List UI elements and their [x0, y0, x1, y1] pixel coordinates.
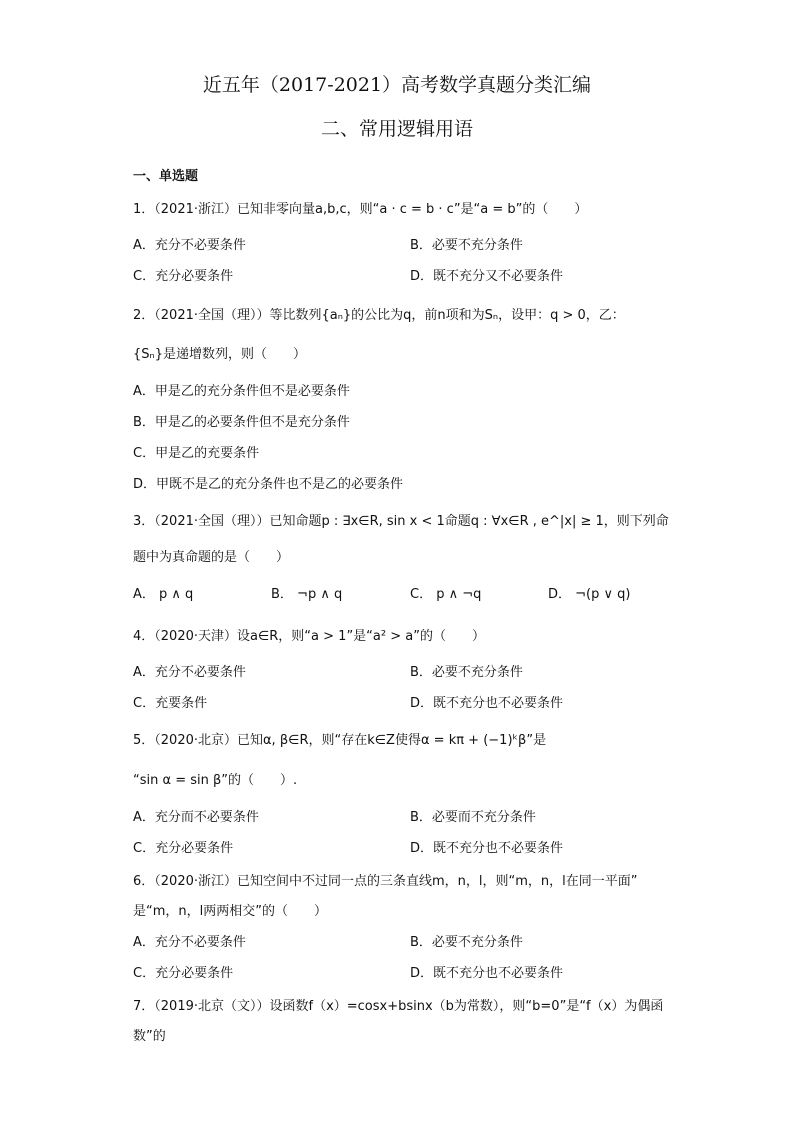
question-5-stem-line-2: “sin α = sin β”的（ ）. — [133, 773, 298, 788]
question-2-option-d: D．甲既不是乙的充分条件也不是乙的必要条件 — [133, 477, 404, 492]
question-4-option-d: D．既不充分也不必要条件 — [410, 696, 564, 711]
section-heading: 一、单选题 — [133, 169, 199, 184]
question-5-option-c: C．充分必要条件 — [133, 841, 234, 856]
question-2-stem-line-2: {Sₙ}是递增数列，则（ ） — [133, 347, 306, 362]
document-title: 近五年（2017-2021）高考数学真题分类汇编 — [202, 74, 592, 96]
question-6-option-c: C．充分必要条件 — [133, 966, 234, 981]
question-6-stem-line-2: 是“m，n，l两两相交”的（ ） — [133, 904, 327, 919]
question-2-stem-line-1: 2．（2021·全国（理））等比数列{aₙ}的公比为q，前n项和为Sₙ，设甲：q > 0，乙： — [133, 308, 625, 323]
question-4-option-c: C．充要条件 — [133, 696, 208, 711]
question-5-stem-line-1: 5．（2020·北京）已知α, β∈R，则“存在k∈Z使得α = kπ + (−1)ᵏβ”是 — [133, 733, 547, 748]
question-4-stem: 4．（2020·天津）设a∈R，则“a > 1”是“a² > a”的（ ） — [133, 629, 485, 644]
question-1-option-b: B．必要不充分条件 — [410, 238, 523, 253]
question-3-option-a: A． p ∧ q — [133, 587, 194, 602]
question-1-option-c: C．充分必要条件 — [133, 269, 234, 284]
question-3-option-c: C． p ∧ ¬q — [410, 587, 482, 602]
question-7-stem-line-2: 数”的 — [133, 1029, 166, 1044]
question-6-option-a: A．充分不必要条件 — [133, 935, 246, 950]
question-3-stem-line-1: 3．（2021·全国（理））已知命题p : ∃x∈R, sin x < 1命题q : ∀x∈R , e^|x| ≥ 1，则下列命 — [133, 514, 669, 529]
question-5-option-a: A．充分而不必要条件 — [133, 810, 259, 825]
question-1-option-d: D．既不充分又不必要条件 — [410, 269, 564, 284]
question-6-option-b: B．必要不充分条件 — [410, 935, 523, 950]
question-1-option-a: A．充分不必要条件 — [133, 238, 246, 253]
question-4-option-b: B．必要不充分条件 — [410, 665, 523, 680]
question-5-option-d: D．既不充分也不必要条件 — [410, 841, 564, 856]
question-2-option-c: C．甲是乙的充要条件 — [133, 446, 260, 461]
document-subtitle: 二、常用逻辑用语 — [320, 118, 473, 140]
question-3-option-b: B． ¬p ∧ q — [271, 587, 343, 602]
question-7-stem-line-1: 7．（2019·北京（文））设函数f（x）=cosx+bsinx（b为常数），则“b=0”是“f（x）为偶函 — [133, 999, 664, 1014]
question-2-option-b: B．甲是乙的必要条件但不是充分条件 — [133, 415, 350, 430]
question-6-stem-line-1: 6．（2020·浙江）已知空间中不过同一点的三条直线m，n，l，则“m，n，l在同一平面” — [133, 874, 638, 889]
question-3-option-d: D． ¬(p ∨ q) — [548, 587, 631, 602]
question-6-option-d: D．既不充分也不必要条件 — [410, 966, 564, 981]
question-5-option-b: B．必要而不充分条件 — [410, 810, 536, 825]
question-1-stem: 1．（2021·浙江）已知非零向量a,b,c，则“a · c = b · c”是“a = b”的（ ） — [133, 202, 588, 217]
question-3-stem-line-2: 题中为真命题的是（ ） — [133, 550, 290, 565]
question-2-option-a: A．甲是乙的充分条件但不是必要条件 — [133, 384, 350, 399]
question-4-option-a: A．充分不必要条件 — [133, 665, 246, 680]
